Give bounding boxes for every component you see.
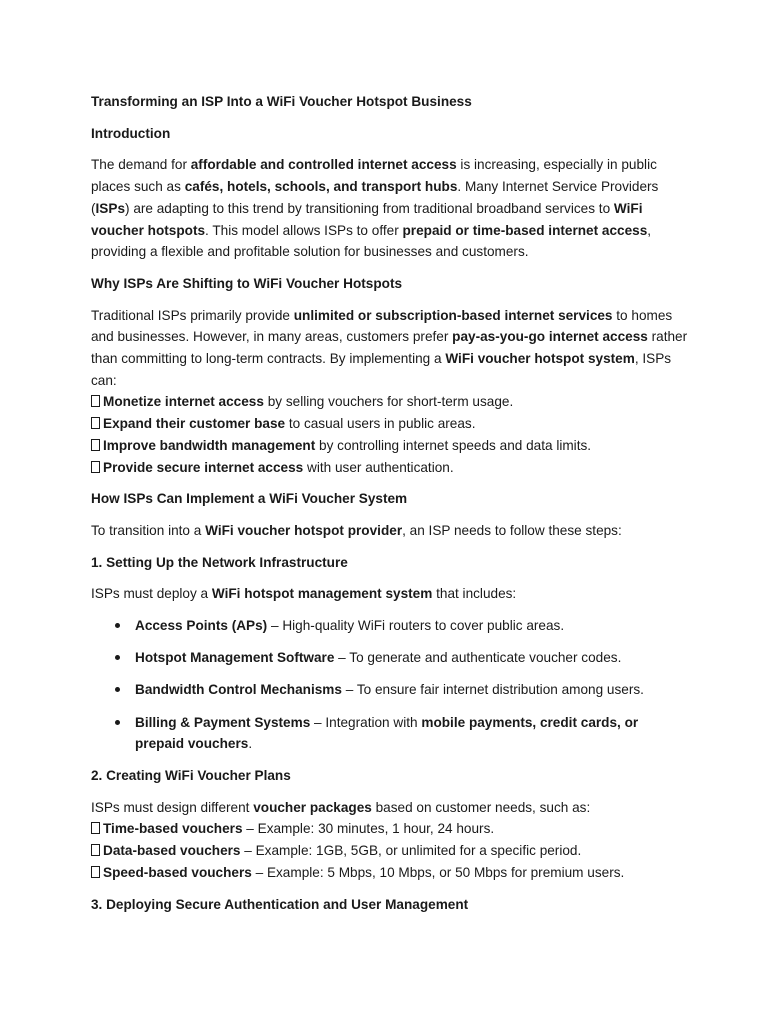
how-heading: How ISPs Can Implement a WiFi Voucher System bbox=[91, 491, 408, 507]
bold-run: cafés, hotels, schools, and transport hubs bbox=[184, 179, 458, 195]
text-run: . This model allows ISPs to offer bbox=[205, 222, 403, 238]
text-run: that includes: bbox=[432, 586, 517, 602]
missing-glyph-box-icon bbox=[91, 866, 100, 878]
bullet-dot-icon bbox=[115, 687, 120, 692]
bold-run: WiFi hotspot management system bbox=[211, 586, 433, 602]
check-item bbox=[91, 818, 691, 840]
text-run: – Example: 1GB, 5GB, or unlimited for a specific period. bbox=[240, 843, 582, 859]
check-item bbox=[91, 840, 691, 862]
missing-glyph-box-icon bbox=[91, 844, 100, 856]
text-run: – Example: 30 minutes, 1 hour, 24 hours. bbox=[242, 821, 495, 837]
text-run: based on customer needs, such as: bbox=[371, 799, 591, 815]
how-paragraph bbox=[91, 520, 691, 542]
infrastructure-list bbox=[91, 615, 691, 755]
text-run: – Example: 5 Mbps, 10 Mbps, or 50 Mbps for premium users. bbox=[251, 864, 625, 880]
missing-glyph-box-icon bbox=[91, 439, 100, 451]
bold-run: affordable and controlled internet access bbox=[190, 157, 457, 173]
intro-paragraph bbox=[91, 154, 691, 263]
step2-heading: 2. Creating WiFi Voucher Plans bbox=[91, 768, 291, 784]
text-run: is increasing, especially in public places such as bbox=[91, 157, 657, 195]
bold-run: pay-as-you-go internet access bbox=[452, 329, 648, 345]
bullet-dot-icon bbox=[115, 720, 120, 725]
document-title: Transforming an ISP Into a WiFi Voucher Hotspot Business bbox=[91, 94, 472, 109]
bold-run: prepaid or time-based internet access bbox=[402, 222, 648, 238]
bold-run: ISPs bbox=[95, 200, 126, 216]
bold-run: Time-based vouchers bbox=[103, 821, 243, 837]
check-item bbox=[91, 435, 691, 457]
bold-run: voucher packages bbox=[253, 799, 372, 815]
text-run: by selling vouchers for short-term usage. bbox=[263, 394, 514, 410]
missing-glyph-box-icon bbox=[91, 417, 100, 429]
text-run: To transition into a bbox=[91, 522, 206, 538]
text-run: – Integration with bbox=[310, 714, 422, 730]
text-run: to homes and businesses. However, in many areas, customers prefer bbox=[91, 307, 673, 345]
bold-run: Expand their customer base bbox=[103, 416, 286, 432]
text-run: with user authentication. bbox=[303, 459, 454, 475]
text-run: – To ensure fair internet distribution among users. bbox=[341, 682, 644, 698]
check-item bbox=[91, 391, 691, 413]
text-run: The demand for bbox=[91, 157, 191, 173]
document-body bbox=[91, 91, 691, 925]
bold-run: Hotspot Management Software bbox=[135, 650, 335, 666]
text-run: , providing a flexible and profitable solution for businesses and customers. bbox=[91, 222, 652, 260]
bold-run: WiFi voucher hotspot provider bbox=[205, 522, 403, 538]
list-item bbox=[135, 679, 691, 701]
bold-run: WiFi voucher hotspots bbox=[91, 200, 643, 238]
text-run: – High-quality WiFi routers to cover public areas. bbox=[267, 618, 565, 634]
step1-heading: 1. Setting Up the Network Infrastructure bbox=[91, 554, 348, 570]
step3-heading: 3. Deploying Secure Authentication and User Management bbox=[91, 896, 469, 912]
missing-glyph-box-icon bbox=[91, 822, 100, 834]
bold-run: Billing & Payment Systems bbox=[135, 714, 311, 730]
text-run: , ISPs can: bbox=[91, 351, 672, 388]
bold-run: unlimited or subscription-based internet services bbox=[293, 307, 613, 323]
step1-paragraph bbox=[91, 583, 691, 605]
missing-glyph-box-icon bbox=[91, 461, 100, 473]
bold-run: mobile payments, credit cards, or prepaid vouchers bbox=[135, 714, 639, 752]
check-item bbox=[91, 413, 691, 435]
text-run: Traditional ISPs primarily provide bbox=[91, 307, 294, 323]
bold-run: Access Points (APs) bbox=[135, 618, 268, 634]
why-heading: Why ISPs Are Shifting to WiFi Voucher Hotspots bbox=[91, 275, 403, 291]
list-item bbox=[135, 615, 691, 637]
bold-run: Provide secure internet access bbox=[103, 459, 304, 475]
text-run: ISPs must deploy a bbox=[91, 586, 212, 602]
text-run: . bbox=[248, 736, 253, 752]
check-item bbox=[91, 862, 691, 884]
text-run: by controlling internet speeds and data limits. bbox=[315, 437, 592, 453]
text-run: ) are adapting to this trend by transitioning from traditional broadband services to bbox=[125, 200, 614, 216]
text-run: . Many Internet Service Providers ( bbox=[91, 179, 659, 216]
text-run: ISPs must design different bbox=[91, 799, 254, 815]
bold-run: Data-based vouchers bbox=[103, 843, 241, 859]
intro-heading: Introduction bbox=[91, 125, 171, 141]
list-item bbox=[135, 712, 691, 755]
missing-glyph-box-icon bbox=[91, 395, 100, 407]
check-item bbox=[91, 457, 691, 479]
bullet-dot-icon bbox=[115, 655, 120, 660]
text-run: to casual users in public areas. bbox=[285, 416, 476, 432]
bold-run: WiFi voucher hotspot system bbox=[445, 351, 635, 367]
list-item bbox=[135, 647, 691, 669]
bullet-dot-icon bbox=[115, 623, 120, 628]
bold-run: Speed-based vouchers bbox=[103, 864, 252, 880]
step2-paragraph bbox=[91, 797, 691, 884]
text-run: – To generate and authenticate voucher codes. bbox=[334, 650, 622, 666]
text-run: rather than committing to long-term contracts. By implementing a bbox=[91, 329, 688, 367]
bold-run: Monetize internet access bbox=[103, 394, 264, 410]
why-paragraph bbox=[91, 305, 691, 479]
bold-run: Bandwidth Control Mechanisms bbox=[135, 682, 342, 698]
text-run: , an ISP needs to follow these steps: bbox=[402, 522, 622, 538]
bold-run: Improve bandwidth management bbox=[103, 437, 316, 453]
